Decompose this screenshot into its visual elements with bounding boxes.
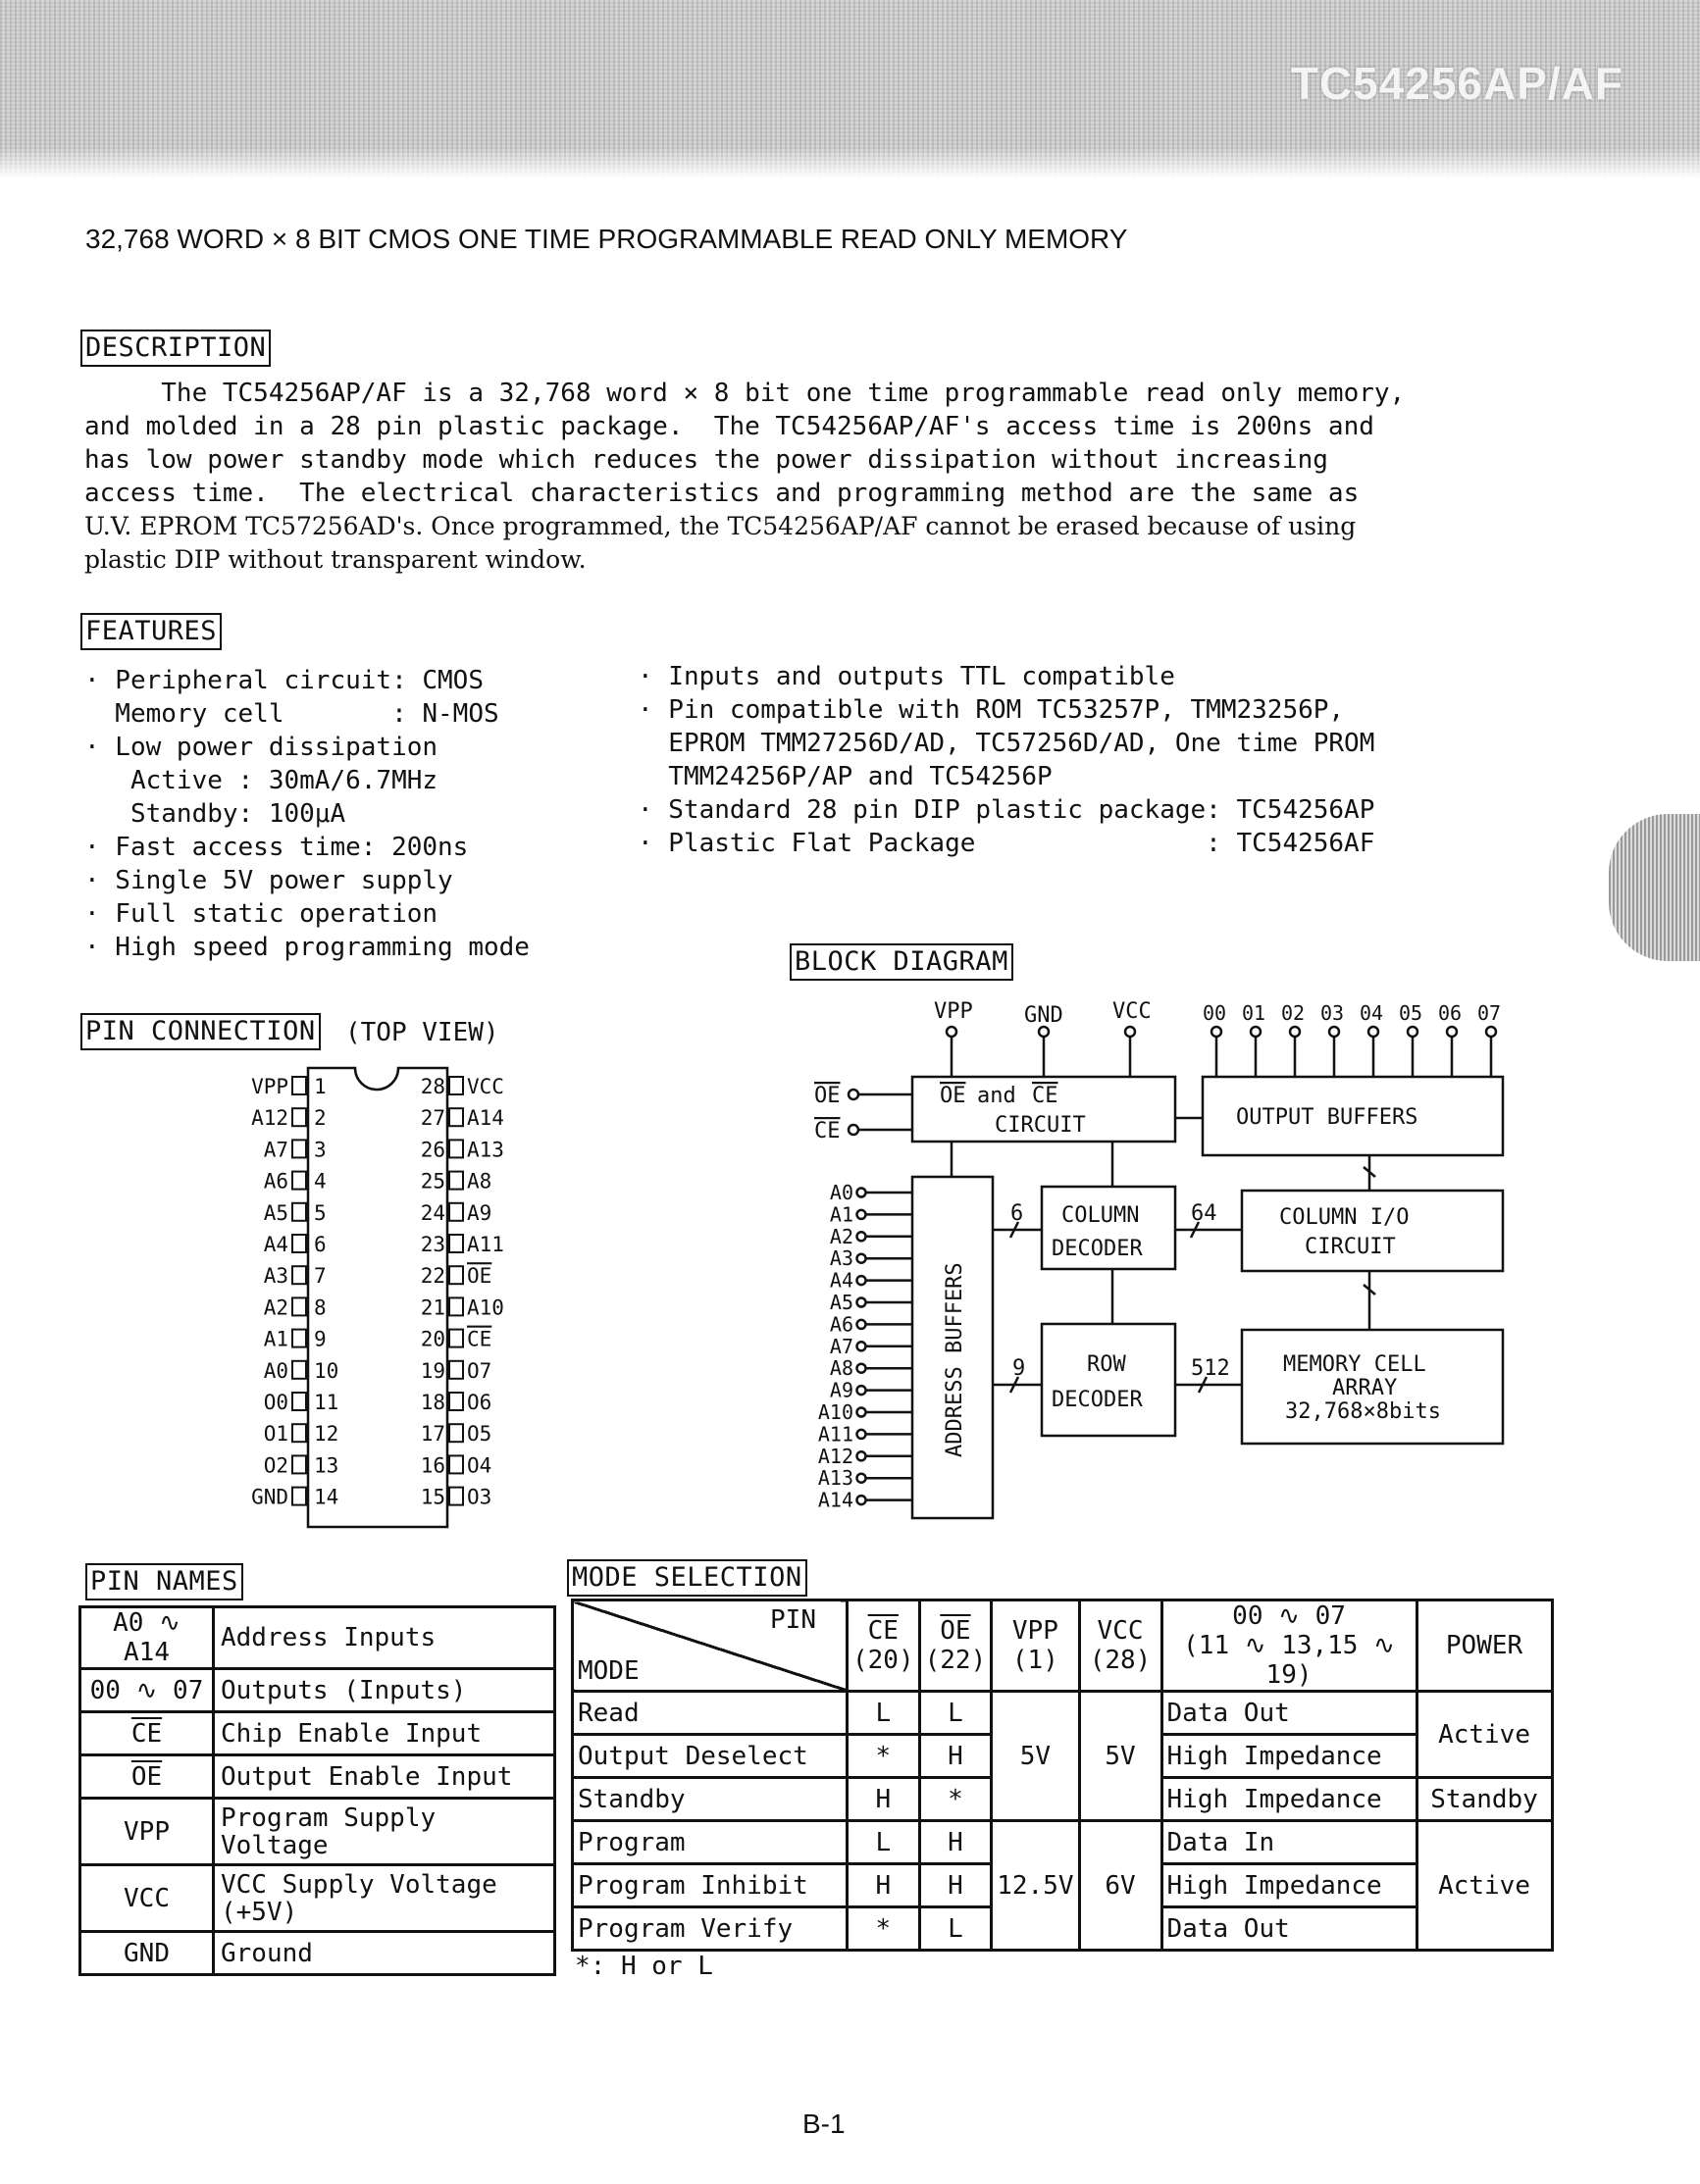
- top-view-note: (TOP VIEW): [345, 1018, 499, 1047]
- address-input-terminal: [857, 1298, 866, 1307]
- corner-header-cell: [573, 1600, 848, 1692]
- ce-cell: H: [848, 1864, 920, 1907]
- dip-left-number: 4: [314, 1169, 327, 1194]
- feature-item: TMM24256P/AP and TC54256P: [638, 762, 1053, 791]
- vcc-header-cell: [1079, 1600, 1161, 1692]
- features-left-list: [84, 664, 530, 964]
- oe-cell: *: [919, 1778, 992, 1821]
- vcc-header-pin: (28): [1089, 1646, 1152, 1675]
- pin-name-cell: Ground: [214, 1932, 555, 1975]
- ce-header-cell: [848, 1600, 920, 1692]
- oe-header-pin: (22): [924, 1646, 987, 1675]
- address-input-terminal: [857, 1386, 866, 1395]
- row-decoder-line1: ROW: [1087, 1352, 1126, 1377]
- dip-pin-left: [292, 1235, 306, 1252]
- dip-pin-right: [449, 1266, 463, 1284]
- dip-right-number: 24: [420, 1200, 445, 1225]
- oe-ce-circuit-line2: CIRCUIT: [995, 1113, 1086, 1138]
- oe-ce-circuit-line1a: OE: [940, 1084, 966, 1108]
- address-input-label: A12: [817, 1444, 853, 1468]
- pin-cell: VCC: [80, 1865, 214, 1932]
- table-row: [80, 1799, 555, 1865]
- pin-name-cell: Address Inputs: [214, 1607, 555, 1669]
- address-input-label: A13: [817, 1466, 853, 1491]
- output-pin-terminal: [1486, 1027, 1496, 1037]
- dip-left-number: 9: [314, 1327, 327, 1351]
- dip-left-label: A6: [263, 1169, 288, 1194]
- dip-right-label: A10: [467, 1295, 504, 1320]
- dip-pin-right: [449, 1424, 463, 1442]
- output-cell: High Impedance: [1161, 1778, 1417, 1821]
- description-line: The TC54256AP/AF is a 32,768 word × 8 bit one time programmable read only memory,: [84, 379, 1406, 408]
- output-pin-label: 02: [1281, 1001, 1306, 1025]
- mode-selection-heading: MODE SELECTION: [567, 1559, 807, 1597]
- pin-names-table: [78, 1605, 556, 1976]
- table-row: [80, 1755, 555, 1799]
- ce-header-name: $\overline{CE}$: [867, 1616, 899, 1646]
- oe-header-name: $\overline{OE}$: [940, 1616, 971, 1646]
- feature-item: · Plastic Flat Package : TC54256AF: [638, 829, 1375, 858]
- description-line: has low power standby mode which reduces the power dissipation without increasing: [84, 445, 1328, 475]
- row-decoder-line2: DECODER: [1052, 1388, 1143, 1412]
- dip-right-label: VCC: [467, 1075, 504, 1098]
- oe-ce-circuit-line1b: and: [977, 1084, 1016, 1108]
- pin-name-cell: Program Supply Voltage: [214, 1799, 555, 1865]
- oe-cell: L: [919, 1692, 992, 1735]
- pin-name-cell: Output Enable Input: [214, 1755, 555, 1799]
- output-header-name: 00 ∿ 07: [1232, 1601, 1346, 1631]
- power-header-cell: POWER: [1417, 1600, 1552, 1692]
- output-cell: Data Out: [1161, 1907, 1417, 1951]
- dip-pin-left: [292, 1330, 306, 1347]
- power-active-cell: Active: [1417, 1692, 1552, 1778]
- memory-array-line3: 32,768×8bits: [1285, 1399, 1441, 1424]
- ce-header-pin: (20): [852, 1646, 914, 1675]
- dip-right-number: 28: [420, 1075, 445, 1098]
- pin-name-cell: Outputs (Inputs): [214, 1669, 555, 1712]
- ce-cell: *: [848, 1735, 920, 1778]
- dip-right-number: 25: [420, 1169, 445, 1194]
- address-input-terminal: [857, 1474, 866, 1483]
- description-line: U.V. EPROM TC57256AD's. Once programmed, the TC54256AP/AF cannot be erased because of using: [84, 512, 1357, 540]
- pin-connection-heading: PIN CONNECTION: [80, 1013, 321, 1050]
- dip-left-number: 5: [314, 1200, 327, 1225]
- address-input-label: A0: [829, 1181, 853, 1204]
- dip-left-number: 11: [314, 1391, 339, 1414]
- feature-item: Memory cell : N-MOS: [84, 699, 499, 729]
- dip-pin-left: [292, 1361, 306, 1379]
- address-input-label: A7: [829, 1334, 853, 1358]
- dip-pin-left: [292, 1140, 306, 1157]
- col-bus-width-label: 6: [1010, 1201, 1024, 1226]
- dip-right-number: 20: [420, 1327, 445, 1351]
- column-io-line1: COLUMN I/O: [1279, 1205, 1410, 1230]
- ce-cell: H: [848, 1778, 920, 1821]
- dip-pin-left: [292, 1455, 306, 1473]
- output-pin-label: 03: [1320, 1001, 1345, 1025]
- feature-item: Standby: 100μA: [84, 799, 346, 829]
- table-row: [573, 1692, 1553, 1735]
- dip-right-label: O5: [467, 1422, 492, 1447]
- dip-right-number: 16: [420, 1453, 445, 1478]
- vpp-read-cell: 5V: [992, 1692, 1079, 1821]
- dip-pin-left: [292, 1297, 306, 1315]
- mode-cell: Program Verify: [573, 1907, 848, 1951]
- output-pin-terminal: [1408, 1027, 1417, 1037]
- dip-left-number: 10: [314, 1358, 339, 1383]
- address-buffers-label: ADDRESS BUFFERS: [943, 1262, 967, 1457]
- vpp-header-cell: [992, 1600, 1079, 1692]
- document-subtitle: 32,768 WORD × 8 BIT CMOS ONE TIME PROGRAMMABLE READ ONLY MEMORY: [85, 224, 1128, 254]
- dip-pin-right: [449, 1140, 463, 1157]
- dip-right-number: 17: [420, 1422, 445, 1447]
- address-input-terminal: [857, 1364, 866, 1373]
- vpp-pin-label: VPP: [934, 999, 973, 1024]
- dip-right-label: A14: [467, 1106, 504, 1131]
- dip-right-label: O6: [467, 1391, 492, 1414]
- feature-item: · Pin compatible with ROM TC53257P, TMM23256P,: [638, 695, 1345, 725]
- dip-left-number: 12: [314, 1422, 339, 1447]
- dip-pin-left: [292, 1172, 306, 1190]
- address-input-label: A4: [829, 1268, 853, 1293]
- dip-pin-right: [449, 1330, 463, 1347]
- output-pin-terminal: [1251, 1027, 1261, 1037]
- row-decoder-block: [1042, 1324, 1175, 1436]
- feature-item: · Peripheral circuit: CMOS: [84, 666, 484, 695]
- dip-right-label: OE: [467, 1264, 492, 1289]
- address-input-terminal: [857, 1254, 866, 1263]
- feature-item: · Full static operation: [84, 899, 438, 929]
- address-input-terminal: [857, 1189, 866, 1197]
- features-heading: FEATURES: [80, 613, 222, 650]
- page-edge-tab: [1609, 814, 1700, 961]
- features-right-list: [638, 660, 1374, 860]
- column-io-line2: CIRCUIT: [1305, 1235, 1396, 1259]
- row-bus-width-label: 9: [1012, 1356, 1026, 1381]
- vcc-pin-label: VCC: [1112, 999, 1152, 1024]
- dip-right-number: 21: [420, 1295, 445, 1320]
- dip-left-number: 3: [314, 1138, 327, 1162]
- row-out-bus-width-label: 512: [1191, 1356, 1230, 1381]
- dip-left-label: A0: [263, 1358, 288, 1383]
- vpp-header-pin: (1): [1011, 1646, 1058, 1675]
- memory-array-line2: ARRAY: [1332, 1376, 1398, 1400]
- pin-cell: GND: [80, 1932, 214, 1975]
- oe-ce-circuit-line1c: CE: [1032, 1084, 1058, 1108]
- dip-right-label: O4: [467, 1453, 492, 1478]
- mode-cell: Program Inhibit: [573, 1864, 848, 1907]
- mode-cell: Read: [573, 1692, 848, 1735]
- column-decoder-line2: DECODER: [1052, 1237, 1143, 1261]
- dip-left-label: A4: [263, 1233, 288, 1256]
- dip-left-label: GND: [251, 1485, 288, 1509]
- dip-left-label: VPP: [251, 1075, 288, 1098]
- dip-left-number: 8: [314, 1295, 327, 1320]
- dip-pin-left: [292, 1203, 306, 1221]
- dip-pin-left: [292, 1488, 306, 1505]
- power-active-cell: Active: [1417, 1821, 1552, 1951]
- dip-right-number: 18: [420, 1391, 445, 1414]
- address-input-label: A5: [829, 1291, 853, 1314]
- output-pin-label: 05: [1399, 1001, 1423, 1025]
- table-row: [80, 1932, 555, 1975]
- mode-cell: Program: [573, 1821, 848, 1864]
- dip-pin-right: [449, 1203, 463, 1221]
- output-pin-label: 04: [1360, 1001, 1384, 1025]
- dip-left-number: 14: [314, 1485, 339, 1509]
- output-pin-terminal: [1329, 1027, 1339, 1037]
- corner-mode-label: MODE: [578, 1656, 640, 1686]
- dip-right-label: A9: [467, 1200, 492, 1225]
- address-input-label: A3: [829, 1246, 853, 1271]
- ce-cell: L: [848, 1692, 920, 1735]
- pin-cell: 00 ∿ 07: [80, 1669, 214, 1712]
- feature-item: · Fast access time: 200ns: [84, 833, 469, 862]
- dip-package-diagram: [216, 1064, 569, 1535]
- dip-right-number: 22: [420, 1264, 445, 1289]
- output-cell: Data Out: [1161, 1692, 1417, 1735]
- address-input-label: A6: [829, 1312, 853, 1337]
- output-pin-label: 00: [1203, 1001, 1227, 1025]
- feature-item: · Standard 28 pin DIP plastic package: TC54256AP: [638, 795, 1375, 825]
- address-input-terminal: [857, 1232, 866, 1241]
- dip-left-label: A3: [263, 1264, 288, 1289]
- table-row: [80, 1865, 555, 1932]
- description-line: plastic DIP without transparent window.: [84, 545, 587, 574]
- dip-right-label: CE: [467, 1327, 492, 1351]
- address-input-label: A1: [829, 1202, 853, 1227]
- table-row: [80, 1607, 555, 1669]
- ce-cell: *: [848, 1907, 920, 1951]
- output-pin-terminal: [1368, 1027, 1378, 1037]
- dip-left-label: O0: [263, 1391, 288, 1414]
- feature-item: · Single 5V power supply: [84, 866, 453, 895]
- description-heading: DESCRIPTION: [80, 330, 271, 367]
- dip-pin-right: [449, 1393, 463, 1410]
- address-input-terminal: [857, 1408, 866, 1417]
- feature-item: Active : 30mA/6.7MHz: [84, 766, 438, 795]
- output-cell: High Impedance: [1161, 1864, 1417, 1907]
- output-pin-label: 07: [1477, 1001, 1502, 1025]
- address-input-label: A9: [829, 1378, 853, 1402]
- dip-pin-right: [449, 1108, 463, 1126]
- column-decoder-line1: COLUMN: [1061, 1203, 1140, 1228]
- dip-right-number: 27: [420, 1106, 445, 1131]
- output-header-pins: (11 ∿ 13,15 ∿ 19): [1183, 1631, 1395, 1690]
- address-input-terminal: [857, 1451, 866, 1460]
- dip-right-number: 15: [420, 1485, 445, 1509]
- mode-cell: Standby: [573, 1778, 848, 1821]
- address-input-label: A11: [817, 1422, 853, 1447]
- address-input-terminal: [857, 1320, 866, 1329]
- ce-cell: L: [848, 1821, 920, 1864]
- oe-cell: L: [919, 1907, 992, 1951]
- output-pin-terminal: [1447, 1027, 1457, 1037]
- page-number: B-1: [802, 2108, 846, 2139]
- dip-pin-left: [292, 1266, 306, 1284]
- feature-item: · Low power dissipation: [84, 733, 438, 762]
- output-buffers-label: OUTPUT BUFFERS: [1236, 1105, 1418, 1130]
- oe-cell: H: [919, 1864, 992, 1907]
- description-body: [84, 377, 1405, 577]
- mode-footnote: *: H or L: [575, 1952, 713, 1981]
- pin-name-cell: VCC Supply Voltage (+5V): [214, 1865, 555, 1932]
- oe-header-cell: [919, 1600, 992, 1692]
- block-diagram: [814, 990, 1520, 1540]
- corner-pin-label: PIN: [770, 1605, 816, 1635]
- dip-left-label: O1: [263, 1422, 288, 1447]
- address-input-terminal: [857, 1210, 866, 1219]
- dip-right-label: A13: [467, 1138, 504, 1162]
- dip-pin-left: [292, 1077, 306, 1094]
- description-line: access time. The electrical characteristics and programming method are the same as: [84, 479, 1360, 508]
- dip-pin-left: [292, 1393, 306, 1410]
- dip-right-label: A11: [467, 1233, 504, 1256]
- col-out-bus-width-label: 64: [1191, 1201, 1217, 1226]
- output-cell: High Impedance: [1161, 1735, 1417, 1778]
- dip-pin-right: [449, 1455, 463, 1473]
- dip-left-number: 6: [314, 1233, 327, 1256]
- dip-pin-right: [449, 1361, 463, 1379]
- vcc-read-cell: 5V: [1079, 1692, 1161, 1821]
- pin-cell: A0 ∿ A14: [80, 1607, 214, 1669]
- output-header-cell: [1161, 1600, 1417, 1692]
- part-number-title: TC54256AP/AF: [1290, 58, 1623, 109]
- output-pin-terminal: [1211, 1027, 1221, 1037]
- dip-left-number: 7: [314, 1264, 327, 1289]
- output-pin-terminal: [1290, 1027, 1300, 1037]
- dip-right-number: 26: [420, 1138, 445, 1162]
- address-input-label: A2: [829, 1224, 853, 1248]
- table-row: [573, 1821, 1553, 1864]
- dip-right-label: A8: [467, 1169, 492, 1194]
- address-input-terminal: [857, 1276, 866, 1285]
- dip-left-label: A7: [263, 1138, 288, 1162]
- dip-pin-right: [449, 1172, 463, 1190]
- ce-input-label: CE: [814, 1119, 841, 1143]
- dip-left-label: A1: [263, 1327, 288, 1351]
- pin-name-cell: Chip Enable Input: [214, 1712, 555, 1755]
- oe-input-label: OE: [814, 1084, 841, 1108]
- mode-cell: Output Deselect: [573, 1735, 848, 1778]
- power-standby-cell: Standby: [1417, 1778, 1552, 1821]
- mode-selection-table: [571, 1599, 1554, 1952]
- vpp-header-name: VPP: [1011, 1616, 1058, 1646]
- address-input-terminal: [857, 1430, 866, 1439]
- dip-left-label: A5: [263, 1200, 288, 1225]
- address-input-label: A10: [817, 1400, 853, 1424]
- output-pin-label: 06: [1438, 1001, 1463, 1025]
- table-row: [80, 1712, 555, 1755]
- header-banner-fade: [0, 147, 1700, 178]
- dip-pin-left: [292, 1108, 306, 1126]
- feature-item: · Inputs and outputs TTL compatible: [638, 662, 1175, 691]
- table-row: [80, 1669, 555, 1712]
- address-input-label: A8: [829, 1356, 853, 1381]
- pin-cell: $\overline{OE}$: [80, 1755, 214, 1799]
- gnd-pin-label: GND: [1024, 1003, 1063, 1028]
- address-input-terminal: [857, 1496, 866, 1504]
- feature-item: · High speed programming mode: [84, 933, 530, 962]
- dip-right-number: 19: [420, 1358, 445, 1383]
- dip-left-number: 2: [314, 1106, 327, 1131]
- dip-pin-right: [449, 1077, 463, 1094]
- dip-left-label: A2: [263, 1295, 288, 1320]
- pin-cell: $\overline{CE}$: [80, 1712, 214, 1755]
- dip-left-pins: [251, 1075, 338, 1509]
- dip-left-number: 1: [314, 1075, 327, 1098]
- memory-array-line1: MEMORY CELL: [1283, 1352, 1426, 1377]
- dip-left-label: A12: [251, 1106, 288, 1131]
- pin-names-heading: PIN NAMES: [85, 1563, 243, 1600]
- dip-pin-right: [449, 1488, 463, 1505]
- dip-right-pins: [421, 1075, 504, 1509]
- vcc-header-name: VCC: [1097, 1616, 1144, 1646]
- address-input-terminal: [857, 1342, 866, 1350]
- dip-right-number: 23: [420, 1233, 445, 1256]
- dip-left-label: O2: [263, 1453, 288, 1478]
- pin-cell: VPP: [80, 1799, 214, 1865]
- dip-pin-right: [449, 1297, 463, 1315]
- dip-left-number: 13: [314, 1453, 339, 1478]
- address-input-label: A14: [817, 1488, 853, 1512]
- dip-right-label: O3: [467, 1485, 492, 1509]
- dip-pin-left: [292, 1424, 306, 1442]
- table-header-row: [573, 1600, 1553, 1692]
- block-diagram-heading: BLOCK DIAGRAM: [790, 943, 1013, 981]
- output-pin-label: 01: [1242, 1001, 1266, 1025]
- vpp-prog-cell: 12.5V: [992, 1821, 1079, 1951]
- dip-right-label: O7: [467, 1358, 492, 1383]
- vcc-prog-cell: 6V: [1079, 1821, 1161, 1951]
- oe-cell: H: [919, 1821, 992, 1864]
- feature-item: EPROM TMM27256D/AD, TC57256D/AD, One time PROM: [638, 729, 1375, 758]
- oe-cell: H: [919, 1735, 992, 1778]
- dip-pin-right: [449, 1235, 463, 1252]
- output-cell: Data In: [1161, 1821, 1417, 1864]
- description-line: and molded in a 28 pin plastic package. The TC54256AP/AF's access time is 200ns and: [84, 412, 1374, 441]
